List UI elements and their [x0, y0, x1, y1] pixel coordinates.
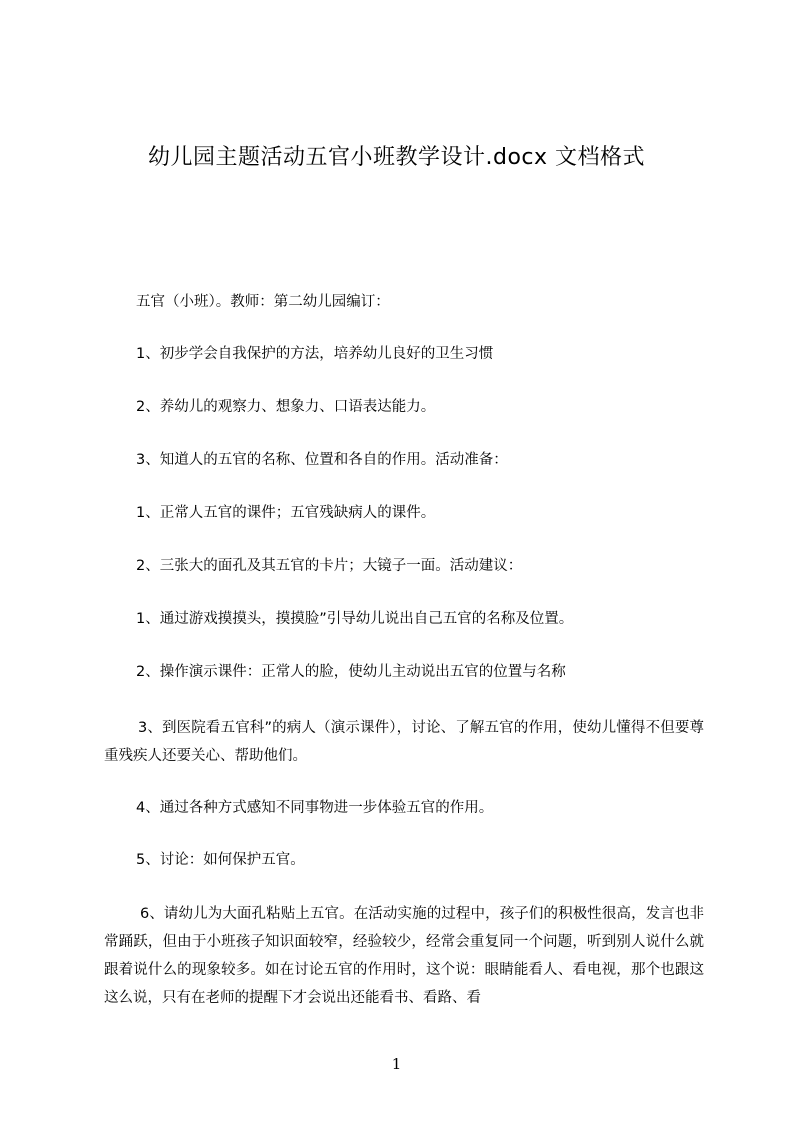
paragraph-step-3: 3、到医院看五官科”的病人（演示课件），讨论、了解五官的作用，使幼儿懂得不但要尊重残疾人还要关心、帮助他们。 [104, 720, 704, 764]
paragraph-header: 五官（小班）。教师：第二幼儿园编订： [136, 294, 390, 310]
paragraph-goal-1: 1、初步学会自我保护的方法，培养幼儿良好的卫生习惯 [136, 346, 494, 362]
paragraph-prep-2: 2、三张大的面孔及其五官的卡片；大镜子一面。活动建议： [136, 558, 523, 574]
paragraph-goal-3: 3、知道人的五官的名称、位置和各自的作用。活动准备： [136, 452, 508, 468]
paragraph-goal-2: 2、养幼儿的观察力、想象力、口语表达能力。 [136, 399, 436, 415]
page-number: 1 [391, 1055, 402, 1073]
paragraph-step-6: 6、请幼儿为大面孔粘贴上五官。在活动实施的过程中，孩子们的积极性很高，发言也非常踊跃，但由于小班孩子知识面较窄，经验较少，经常会重复同一个问题，听到别人说什么就跟着说什么的现象较多。如在讨论五官的作用时，这个说：眼睛能看人、看电视，那个也跟这这么说，只有在老师的提醒下才会说出还能看书、看路、看 [104, 906, 704, 1006]
paragraph-step-5: 5、讨论：如何保护五官。 [136, 852, 305, 868]
paragraph-prep-1: 1、正常人五官的课件；五官残缺病人的课件。 [136, 505, 436, 521]
paragraph-step-1: 1、通过游戏摸摸头，摸摸脸”引导幼儿说出自己五官的名称及位置。 [136, 611, 574, 627]
document-title: 幼儿园主题活动五官小班教学设计.docx 文档格式 [147, 145, 646, 170]
paragraph-step-2: 2、操作演示课件：正常人的脸，使幼儿主动说出五官的位置与名称 [136, 664, 566, 680]
paragraph-step-4: 4、通过各种方式感知不同事物进一步体验五官的作用。 [136, 800, 494, 816]
